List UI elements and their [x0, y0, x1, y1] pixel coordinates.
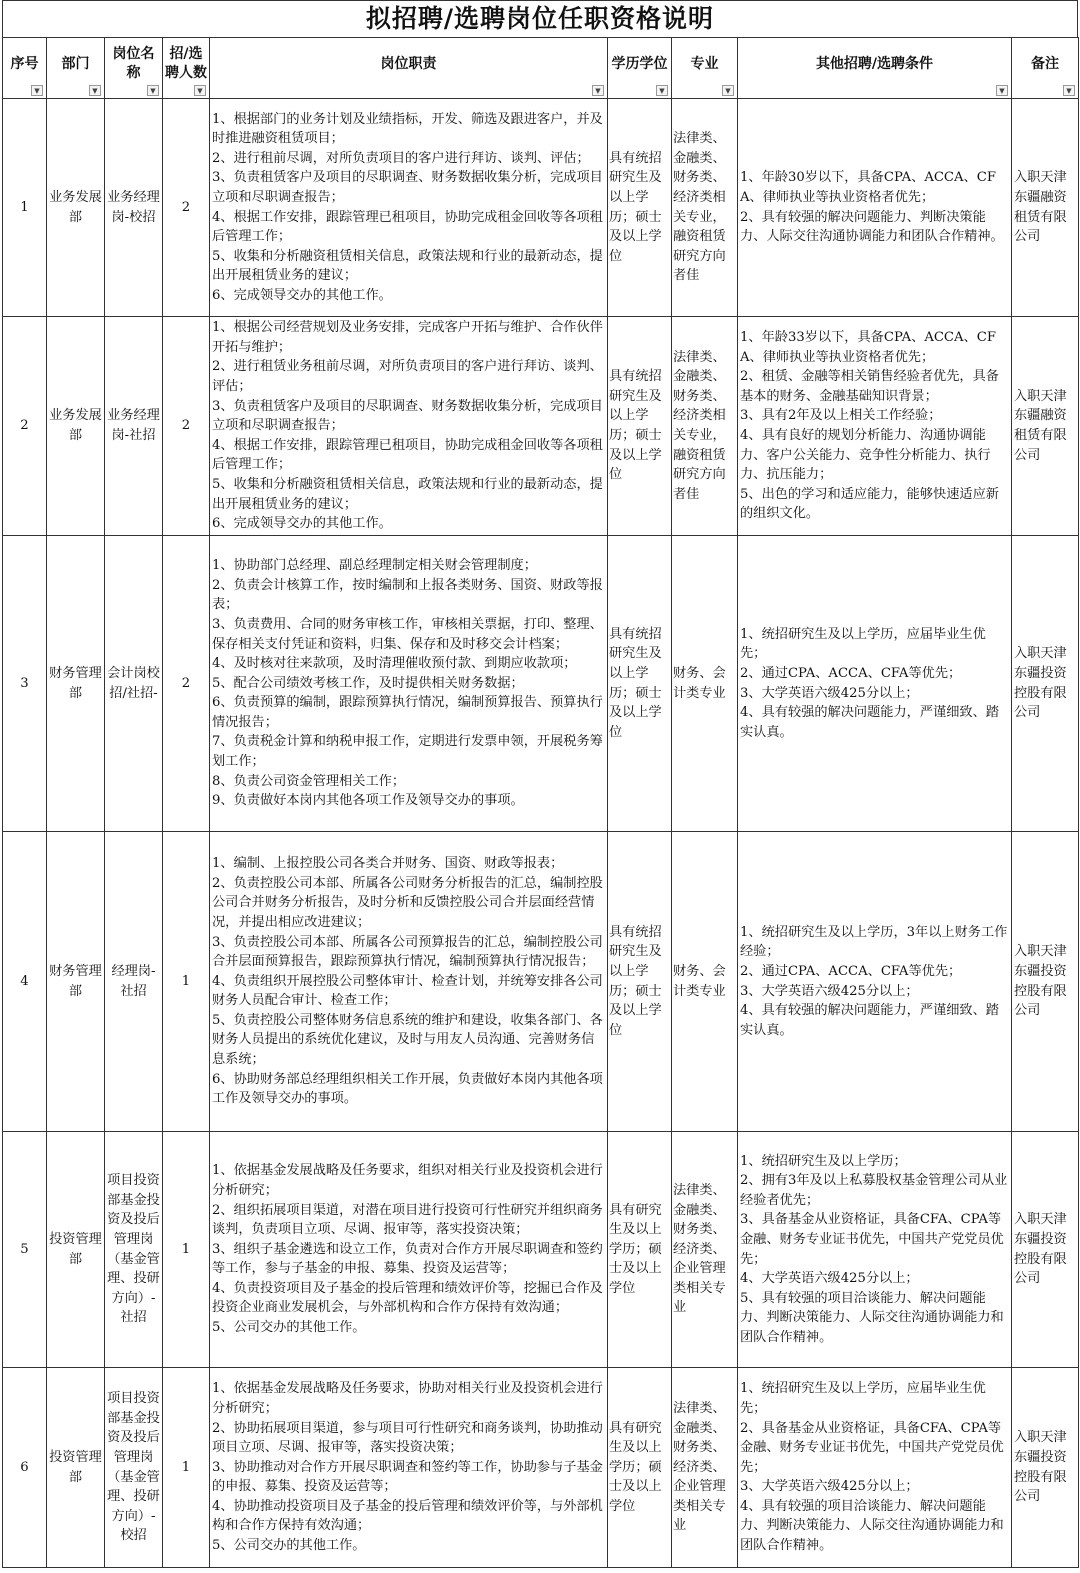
cell-seq: 1: [3, 99, 47, 317]
cell-dept: 业务发展部: [47, 99, 105, 317]
table-row: [3, 1368, 1079, 1568]
header-edu: 学历学位 ▼: [608, 38, 672, 99]
cell-position: 项目投资部基金投资及投后管理岗（基金管理、投研方向）-校招: [105, 1368, 163, 1568]
cell-position: 业务经理岗-社招: [105, 317, 163, 536]
cell-conditions: [738, 317, 1012, 536]
cell-duties: [210, 536, 608, 832]
condition-item: 1、统招研究生及以上学历，3年以上财务工作经验；: [740, 924, 1008, 960]
header-count: 招/选聘人数 ▼: [163, 38, 210, 99]
duty-item: 5、收集和分析融资租赁相关信息，政策法规和行业的最新动态，提出开展租赁业务的建议；: [212, 248, 603, 284]
duty-item: 2、进行租赁业务租前尽调，对所负责项目的客户进行拜访、谈判、评估；: [212, 359, 603, 395]
condition-item: 2、拥有3年及以上私募股权基金管理公司从业经验者优先；: [740, 1173, 1008, 1208]
cell-seq: 3: [3, 536, 47, 832]
cell-note: 入职天津东疆投资控股有限公司: [1012, 832, 1079, 1132]
cell-dept: 财务管理部: [47, 536, 105, 832]
cell-count: 2: [163, 536, 210, 832]
filter-dropdown-icon[interactable]: ▼: [1063, 85, 1075, 96]
cell-major: 法律类、金融类、财务类、经济类、企业管理类相关专业: [672, 1368, 738, 1568]
duty-item: 8、负责公司资金管理相关工作；: [212, 773, 406, 789]
condition-item: 1、统招研究生及以上学历，应届毕业生优先；: [740, 626, 986, 662]
header-seq: 序号 ▼: [3, 38, 47, 99]
cell-edu: 具有研究生及以上学历；硕士及以上学位: [608, 1368, 672, 1568]
duty-item: 2、负责会计核算工作，按时编制和上报各类财务、国资、财政等报表；: [212, 577, 603, 613]
duty-item: 2、协助拓展项目渠道，参与项目可行性研究和商务谈判，协助推动项目立项、尽调、报审等，落实投资决策；: [212, 1420, 603, 1456]
table-row: [3, 536, 1079, 832]
condition-item: 3、具备基金从业资格证，具备CFA、CPA等金融、财务专业证书优先，中国共产党党员优先；: [740, 1212, 1004, 1267]
cell-note: 入职天津东疆融资租赁有限公司: [1012, 317, 1079, 536]
cell-count: 1: [163, 832, 210, 1132]
condition-item: 3、具有2年及以上相关工作经验；: [740, 408, 942, 424]
cell-conditions: [738, 536, 1012, 832]
condition-item: 4、具有较强的解决问题能力，严谨细致、踏实认真。: [740, 705, 999, 740]
duty-item: 3、负责租赁客户及项目的尽职调查、财务数据收集分析，完成项目立项和尽职调查报告；: [212, 398, 603, 434]
duty-item: 5、收集和分析融资租赁相关信息，政策法规和行业的最新动态，提出开展租赁业务的建议；: [212, 476, 603, 512]
condition-item: 1、统招研究生及以上学历；: [740, 1153, 907, 1169]
cell-major: 法律类、金融类、财务类、经济类、企业管理类相关专业: [672, 1132, 738, 1368]
cell-edu: 具有统招研究生及以上学历；硕士及以上学位: [608, 317, 672, 536]
condition-item: 2、具有较强的解决问题能力、判断决策能力、人际交往沟通协调能力和团队合作精神。: [740, 209, 1004, 245]
condition-item: 4、具有较强的解决问题能力，严谨细致、踏实认真。: [740, 1003, 999, 1038]
duty-item: 2、组织拓展项目渠道，对潜在项目进行投资可行性研究并组织商务谈判，负责项目立项、尽调、报审等，落实投资决策；: [212, 1202, 603, 1238]
duty-item: 3、负责费用、合同的财务审核工作，审核相关票据，打印、整理、保存相关支付凭证和资料，归集、保存和及时移交会计档案；: [212, 616, 603, 652]
table-row: [3, 832, 1079, 1132]
duty-item: 3、组织子基金遴选和设立工作，负责对合作方开展尽职调查和签约等工作，参与子基金的申报、募集、投资及运营等；: [212, 1241, 603, 1277]
duty-item: 5、配合公司绩效考核工作，及时提供相关财务数据；: [212, 675, 524, 691]
condition-item: 4、大学英语六级425分以上；: [740, 1271, 919, 1287]
cell-edu: 具有统招研究生及以上学历；硕士及以上学位: [608, 536, 672, 832]
cell-edu: 具有统招研究生及以上学历；硕士及以上学位: [608, 99, 672, 317]
duty-item: 1、根据部门的业务计划及业绩指标，开发、筛选及跟进客户，并及时推进融资租赁项目；: [212, 111, 603, 147]
condition-item: 1、年龄30岁以下，具备CPA、ACCA、CFA、律师执业等执业资格者优先；: [740, 170, 996, 205]
cell-position: 业务经理岗-校招: [105, 99, 163, 317]
duty-item: 1、根据公司经营规划及业务安排，完成客户开拓与维护、合作伙伴开拓与维护；: [212, 320, 603, 355]
cell-count: 2: [163, 317, 210, 536]
condition-item: 2、租赁、金融等相关销售经验者优先，具备基本的财务、金融基础知识背景；: [740, 369, 999, 404]
condition-item: 5、出色的学习和适应能力，能够快速适应新的组织文化。: [740, 486, 999, 522]
condition-item: 3、大学英语六级425分以上；: [740, 685, 919, 701]
table-row: [3, 1132, 1079, 1368]
duty-item: 6、负责预算的编制，跟踪预算执行情况，编制预算报告、预算执行情况报告；: [212, 695, 603, 730]
cell-position: 会计岗校招/社招-: [105, 536, 163, 832]
duty-item: 6、协助财务部总经理组织相关工作开展，负责做好本岗内其他各项工作及领导交办的事项。: [212, 1071, 603, 1107]
duty-item: 9、负责做好本岗内其他各项工作及领导交办的事项。: [212, 793, 524, 809]
table-row: [3, 317, 1079, 536]
table-row: [3, 99, 1079, 317]
condition-item: 4、具有良好的规划分析能力、沟通协调能力、客户公关能力、竞争性分析能力、执行力、抗压能力；: [740, 428, 991, 483]
condition-item: 5、具有较强的项目洽谈能力、解决问题能力、判断决策能力、人际交往沟通协调能力和团队合作精神。: [740, 1290, 1004, 1345]
condition-item: 3、大学英语六级425分以上；: [740, 1479, 919, 1495]
duty-item: 1、协助部门总经理、副总经理制定相关财会管理制度；: [212, 558, 537, 574]
cell-major: 法律类、金融类、财务类、经济类相关专业，融资租赁研究方向者佳: [672, 317, 738, 536]
cell-seq: 4: [3, 832, 47, 1132]
cell-dept: 财务管理部: [47, 832, 105, 1132]
duty-item: 4、根据工作安排，跟踪管理已租项目，协助完成租金回收等各项租后管理工作；: [212, 209, 603, 245]
cell-major: 财务、会计类专业: [672, 832, 738, 1132]
duty-item: 5、公司交办的其他工作。: [212, 1538, 366, 1554]
cell-count: 1: [163, 1132, 210, 1368]
cell-seq: 2: [3, 317, 47, 536]
cell-major: 财务、会计类专业: [672, 536, 738, 832]
duty-item: 4、负责投资项目及子基金的投后管理和绩效评价等，挖掘已合作及投资企业商业发展机会，与外部机构和合作方保持有效沟通；: [212, 1280, 603, 1316]
cell-note: 入职天津东疆投资控股有限公司: [1012, 1368, 1079, 1568]
duty-item: 4、协助推动投资项目及子基金的投后管理和绩效评价等，与外部机构和合作方保持有效沟通；: [212, 1498, 603, 1534]
duty-item: 3、协助推动对合作方开展尽职调查和签约等工作，协助参与子基金的申报、募集、投资及运营等；: [212, 1459, 603, 1495]
duty-item: 1、依据基金发展战略及任务要求，协助对相关行业及投资机会进行分析研究；: [212, 1381, 603, 1416]
cell-major: 法律类、金融类、财务类、经济类相关专业，融资租赁研究方向者佳: [672, 99, 738, 317]
filter-dropdown-icon[interactable]: ▼: [996, 85, 1008, 96]
header-position: 岗位名称 ▼: [105, 38, 163, 99]
duty-item: 7、负责税金计算和纳税申报工作，定期进行发票申领，开展税务筹划工作；: [212, 734, 603, 770]
filter-dropdown-icon[interactable]: ▼: [656, 85, 668, 96]
duty-item: 1、依据基金发展战略及任务要求，组织对相关行业及投资机会进行分析研究；: [212, 1163, 603, 1198]
condition-item: 1、年龄33岁以下，具备CPA、ACCA、CFA、律师执业等执业资格者优先；: [740, 330, 996, 365]
condition-item: 3、大学英语六级425分以上；: [740, 983, 919, 999]
duty-item: 1、编制、上报控股公司各类合并财务、国资、财政等报表；: [212, 856, 564, 872]
cell-duties: [210, 1368, 608, 1568]
cell-note: 入职天津东疆融资租赁有限公司: [1012, 99, 1079, 317]
document-title: 拟招聘/选聘岗位任职资格说明: [2, 0, 1078, 37]
cell-conditions: [738, 99, 1012, 317]
position-table: [2, 37, 1079, 1568]
cell-dept: 投资管理部: [47, 1132, 105, 1368]
cell-conditions: [738, 1132, 1012, 1368]
filter-dropdown-icon[interactable]: ▼: [722, 85, 734, 96]
cell-note: 入职天津东疆投资控股有限公司: [1012, 1132, 1079, 1368]
cell-position: 经理岗-社招: [105, 832, 163, 1132]
cell-edu: 具有研究生及以上学历；硕士及以上学位: [608, 1132, 672, 1368]
duty-item: 6、完成领导交办的其他工作。: [212, 287, 392, 303]
header-major: 专业 ▼: [672, 38, 738, 99]
duty-item: 4、根据工作安排，跟踪管理已租项目，协助完成租金回收等各项租后管理工作；: [212, 437, 603, 473]
document-sheet: [2, 0, 1078, 1568]
duty-item: 4、负责组织开展控股公司整体审计、检查计划，并统筹安排各公司财务人员配合审计、检查工作；: [212, 973, 603, 1009]
header-note: 备注 ▼: [1012, 38, 1079, 99]
cell-edu: 具有统招研究生及以上学历；硕士及以上学位: [608, 832, 672, 1132]
duty-item: 5、负责控股公司整体财务信息系统的维护和建设，收集各部门、各财务人员提出的系统优化建议，及时与用友人员沟通、完善财务信息系统；: [212, 1012, 603, 1068]
duty-item: 2、负责控股公司本部、所属各公司财务分析报告的汇总，编制控股公司合并财务分析报告，及时分析和反馈控股公司合并层面经营情况，并提出相应改进建议；: [212, 875, 603, 930]
cell-count: 2: [163, 99, 210, 317]
filter-dropdown-icon[interactable]: ▼: [592, 85, 604, 96]
filter-dropdown-icon[interactable]: ▼: [147, 85, 159, 96]
header-conditions: 其他招聘/选聘条件 ▼: [738, 38, 1012, 99]
cell-duties: [210, 1132, 608, 1368]
header-row: [3, 38, 1079, 99]
cell-duties: [210, 317, 608, 536]
condition-item: 2、通过CPA、ACCA、CFA等优先；: [740, 963, 962, 979]
filter-dropdown-icon[interactable]: ▼: [194, 85, 206, 96]
duty-item: 3、负责控股公司本部、所属各公司预算报告的汇总，编制控股公司合并层面预算报告，跟踪预算执行情况，编制预算执行情况报告；: [212, 934, 603, 970]
duty-item: 3、负责租赁客户及项目的尽职调查、财务数据收集分析，完成项目立项和尽职调查报告；: [212, 170, 603, 205]
cell-position: 项目投资部基金投资及投后管理岗（基金管理、投研方向）-社招: [105, 1132, 163, 1368]
cell-seq: 5: [3, 1132, 47, 1368]
condition-item: 2、具备基金从业资格证，具备CFA、CPA等金融、财务专业证书优先，中国共产党党员优先；: [740, 1420, 1004, 1475]
cell-count: 1: [163, 1368, 210, 1568]
duty-item: 5、公司交办的其他工作。: [212, 1320, 366, 1336]
filter-dropdown-icon[interactable]: ▼: [31, 85, 43, 96]
condition-item: 1、统招研究生及以上学历，应届毕业生优先；: [740, 1381, 986, 1416]
cell-note: 入职天津东疆投资控股有限公司: [1012, 536, 1079, 832]
duty-item: 4、及时核对往来款项，及时清理催收预付款、到期应收款项；: [212, 656, 577, 672]
cell-dept: 投资管理部: [47, 1368, 105, 1568]
condition-item: 4、具有较强的项目洽谈能力、解决问题能力、判断决策能力、人际交往沟通协调能力和团队合作精神。: [740, 1498, 1004, 1554]
duty-item: 6、完成领导交办的其他工作。: [212, 516, 392, 532]
duty-item: 2、进行租前尽调，对所负责项目的客户进行拜访、谈判、评估；: [212, 150, 590, 166]
filter-dropdown-icon[interactable]: ▼: [89, 85, 101, 96]
header-duties: 岗位职责 ▼: [210, 38, 608, 99]
condition-item: 2、通过CPA、ACCA、CFA等优先；: [740, 665, 962, 681]
cell-conditions: [738, 1368, 1012, 1568]
cell-conditions: [738, 832, 1012, 1132]
header-dept: 部门 ▼: [47, 38, 105, 99]
cell-duties: [210, 832, 608, 1132]
cell-dept: 业务发展部: [47, 317, 105, 536]
cell-duties: [210, 99, 608, 317]
cell-seq: 6: [3, 1368, 47, 1568]
